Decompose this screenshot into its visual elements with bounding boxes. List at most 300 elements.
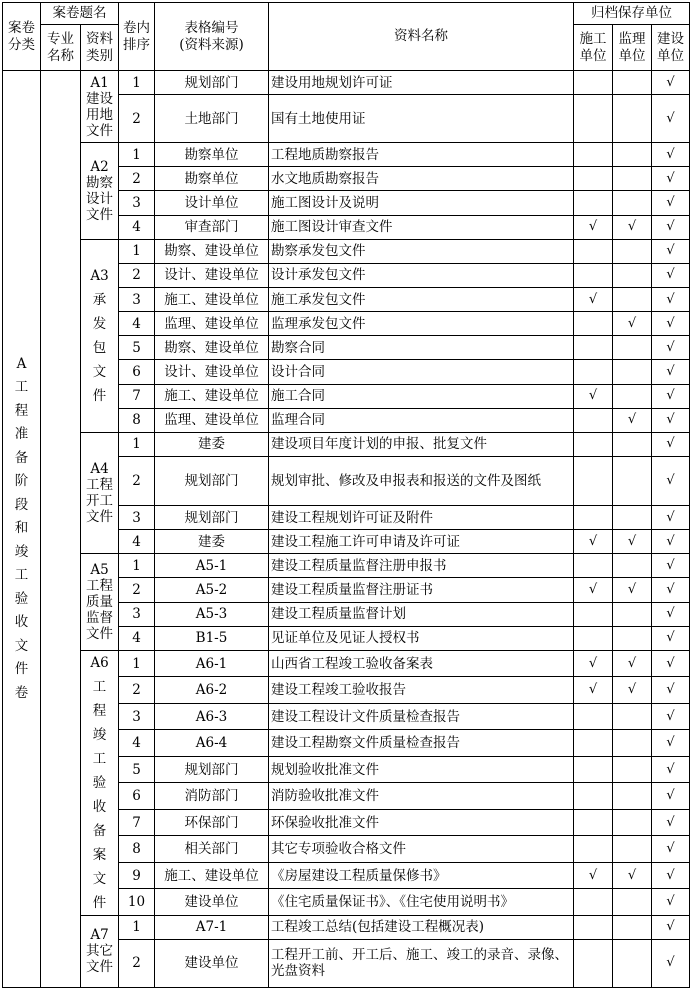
mark-supervision <box>613 167 652 191</box>
mark-supervision <box>613 730 652 757</box>
mark-owner: √ <box>652 703 690 730</box>
mark-construction <box>574 809 613 836</box>
group-label <box>81 432 119 553</box>
group-label-line: 件 <box>92 894 107 911</box>
row-doc-name: 建设工程质量监督注册证书 <box>269 578 574 602</box>
header-order-line: 卷内 <box>123 19 150 36</box>
row-source: 监理、建设单位 <box>155 312 269 336</box>
header-owner-line: 单位 <box>657 47 685 64</box>
mark-construction <box>574 360 613 384</box>
header-category-line: 分类 <box>8 36 35 53</box>
volume-label-char: 工 <box>14 379 29 396</box>
table-row <box>3 432 690 456</box>
header-major-line: 专业 <box>47 30 74 47</box>
row-order: 5 <box>119 756 155 783</box>
row-source: 环保部门 <box>155 809 269 836</box>
mark-construction <box>574 336 613 360</box>
row-order: 4 <box>119 215 155 239</box>
header-form-no-line: 表格编号 <box>184 19 239 36</box>
volume-label-char: A <box>16 355 27 372</box>
row-doc-name: 其它专项验收合格文件 <box>269 836 574 863</box>
row-source: 施工、建设单位 <box>155 287 269 311</box>
row-doc-name: 设计承发包文件 <box>269 263 574 287</box>
group-label-line: A4 <box>90 461 109 478</box>
mark-construction <box>574 783 613 810</box>
mark-construction <box>574 167 613 191</box>
header-construction-line: 施工 <box>579 30 607 47</box>
row-order: 8 <box>119 836 155 863</box>
group-label-line: A3 <box>90 267 109 284</box>
mark-construction: √ <box>574 215 613 239</box>
volume-label-char: 阶 <box>14 473 29 490</box>
mark-owner: √ <box>652 505 690 529</box>
group-label-line: 设计 <box>86 190 113 207</box>
table-row <box>3 554 690 578</box>
header-supervision-line: 监理 <box>618 30 646 47</box>
row-doc-name: 设计合同 <box>269 360 574 384</box>
mark-owner: √ <box>652 677 690 704</box>
mark-supervision <box>613 889 652 916</box>
group-label-line: 监督 <box>86 610 113 627</box>
row-source: 设计单位 <box>155 191 269 215</box>
row-doc-name: 《住宅质量保证书》、《住宅使用说明书》 <box>269 889 574 916</box>
mark-supervision <box>613 836 652 863</box>
row-doc-name: 水文地质勘察报告 <box>269 167 574 191</box>
row-source: 勘察单位 <box>155 143 269 167</box>
mark-construction: √ <box>574 650 613 677</box>
row-doc-name: 勘察承发包文件 <box>269 239 574 263</box>
row-order: 4 <box>119 530 155 554</box>
group-label-line: A2 <box>90 158 109 175</box>
group-label-line: A7 <box>90 927 109 944</box>
row-order: 3 <box>119 602 155 626</box>
row-source: 勘察单位 <box>155 167 269 191</box>
mark-construction: √ <box>574 862 613 889</box>
row-order: 10 <box>119 889 155 916</box>
row-order: 9 <box>119 862 155 889</box>
group-label-line: A6 <box>90 654 109 671</box>
volume-label-char: 工 <box>14 567 29 584</box>
row-source: 规划部门 <box>155 756 269 783</box>
volume-label-char: 件 <box>14 661 29 678</box>
row-doc-name: 建设工程勘察文件质量检查报告 <box>269 730 574 757</box>
row-doc-name: 施工承发包文件 <box>269 287 574 311</box>
volume-label-char: 程 <box>14 402 29 419</box>
header-archive-unit: 归档保存单位 <box>574 3 690 25</box>
row-order: 3 <box>119 703 155 730</box>
mark-supervision <box>613 191 652 215</box>
mark-construction <box>574 730 613 757</box>
mark-owner: √ <box>652 336 690 360</box>
row-order: 7 <box>119 809 155 836</box>
row-source: 消防部门 <box>155 783 269 810</box>
mark-owner: √ <box>652 836 690 863</box>
mark-construction <box>574 239 613 263</box>
row-source: 建委 <box>155 530 269 554</box>
row-source: A5-1 <box>155 554 269 578</box>
row-source: 设计、建设单位 <box>155 360 269 384</box>
header-construction-line: 单位 <box>579 47 607 64</box>
mark-supervision <box>613 703 652 730</box>
row-doc-name: 建设工程质量监督计划 <box>269 602 574 626</box>
row-doc-name: 工程开工前、开工后、施工、竣工的录音、录像、光盘资料 <box>269 939 574 987</box>
mark-owner: √ <box>652 95 690 143</box>
row-source: 土地部门 <box>155 95 269 143</box>
row-doc-name: 建设工程竣工验收报告 <box>269 677 574 704</box>
group-label <box>81 915 119 987</box>
row-doc-name: 建设项目年度计划的申报、批复文件 <box>269 432 574 456</box>
mark-supervision <box>613 756 652 783</box>
row-order: 2 <box>119 677 155 704</box>
table-row <box>3 650 690 677</box>
row-source: 规划部门 <box>155 456 269 505</box>
group-label-line: 文件 <box>86 626 113 643</box>
mark-construction <box>574 915 613 939</box>
row-doc-name: 建设工程设计文件质量检查报告 <box>269 703 574 730</box>
mark-owner: √ <box>652 756 690 783</box>
mark-owner: √ <box>652 167 690 191</box>
row-order: 5 <box>119 336 155 360</box>
row-source: 规划部门 <box>155 71 269 95</box>
mark-supervision <box>613 939 652 987</box>
row-doc-name: 见证单位及见证人授权书 <box>269 626 574 650</box>
group-label-line: 文件 <box>86 206 113 223</box>
mark-owner: √ <box>652 71 690 95</box>
row-order: 1 <box>119 915 155 939</box>
group-label-line: 备 <box>92 822 107 839</box>
header-form-no <box>155 3 269 71</box>
mark-supervision <box>613 71 652 95</box>
mark-supervision <box>613 263 652 287</box>
volume-label-char: 和 <box>14 520 29 537</box>
mark-owner: √ <box>652 408 690 432</box>
row-order: 4 <box>119 312 155 336</box>
row-doc-name: 规划审批、修改及申报表和报送的文件及图纸 <box>269 456 574 505</box>
mark-owner: √ <box>652 939 690 987</box>
mark-owner: √ <box>652 215 690 239</box>
group-label-line: A5 <box>90 562 109 579</box>
mark-supervision: √ <box>613 530 652 554</box>
row-source: 勘察、建设单位 <box>155 336 269 360</box>
group-label <box>81 71 119 143</box>
mark-owner: √ <box>652 360 690 384</box>
row-source: A5-2 <box>155 578 269 602</box>
header-supervision <box>613 25 652 71</box>
group-label-line: 建设 <box>86 90 113 107</box>
mark-construction <box>574 191 613 215</box>
mark-supervision: √ <box>613 677 652 704</box>
volume-label-char: 卷 <box>14 684 29 701</box>
group-label-line: 发 <box>92 315 107 332</box>
mark-supervision: √ <box>613 408 652 432</box>
mark-construction <box>574 889 613 916</box>
row-source: 施工、建设单位 <box>155 384 269 408</box>
mark-supervision <box>613 602 652 626</box>
volume-label-char: 收 <box>14 614 29 631</box>
volume-label-char: 备 <box>14 449 29 466</box>
header-category-line: 案卷 <box>8 19 35 36</box>
header-form-no-line: (资料来源) <box>179 36 244 53</box>
volume-label <box>3 71 41 988</box>
mark-supervision <box>613 505 652 529</box>
volume-label-char: 竣 <box>14 543 29 560</box>
row-order: 1 <box>119 554 155 578</box>
mark-owner: √ <box>652 626 690 650</box>
mark-owner: √ <box>652 915 690 939</box>
archive-table <box>2 2 690 988</box>
mark-supervision: √ <box>613 862 652 889</box>
row-doc-name: 监理合同 <box>269 408 574 432</box>
header-doc-name: 资料名称 <box>269 3 574 71</box>
row-source: A5-3 <box>155 602 269 626</box>
table-row <box>3 915 690 939</box>
row-order: 1 <box>119 432 155 456</box>
mark-owner: √ <box>652 602 690 626</box>
group-label-line: 质量 <box>86 594 113 611</box>
mark-owner: √ <box>652 384 690 408</box>
group-label <box>81 554 119 651</box>
mark-owner: √ <box>652 191 690 215</box>
mark-construction <box>574 71 613 95</box>
row-source: A6-2 <box>155 677 269 704</box>
mark-construction <box>574 312 613 336</box>
header-major <box>41 25 81 71</box>
mark-construction: √ <box>574 677 613 704</box>
mark-supervision <box>613 626 652 650</box>
row-doc-name: 施工图设计及说明 <box>269 191 574 215</box>
row-doc-name: 建设工程质量监督注册申报书 <box>269 554 574 578</box>
row-order: 8 <box>119 408 155 432</box>
row-order: 4 <box>119 626 155 650</box>
mark-supervision: √ <box>613 578 652 602</box>
header-row-1 <box>3 3 690 25</box>
volume-label-char: 段 <box>14 496 29 513</box>
group-label-line: 其它 <box>86 943 113 960</box>
row-order: 1 <box>119 650 155 677</box>
row-source: A6-1 <box>155 650 269 677</box>
group-label-line: A1 <box>90 74 109 91</box>
row-order: 2 <box>119 263 155 287</box>
row-doc-name: 工程地质勘察报告 <box>269 143 574 167</box>
mark-construction <box>574 836 613 863</box>
mark-construction <box>574 602 613 626</box>
group-label-line: 竣 <box>92 726 107 743</box>
group-label-line: 文 <box>92 870 107 887</box>
table-row <box>3 143 690 167</box>
mark-supervision <box>613 915 652 939</box>
row-order: 7 <box>119 384 155 408</box>
row-doc-name: 消防验收批准文件 <box>269 783 574 810</box>
header-major-line: 名称 <box>47 47 74 64</box>
mark-supervision <box>613 239 652 263</box>
mark-supervision <box>613 456 652 505</box>
mark-construction <box>574 505 613 529</box>
row-order: 2 <box>119 939 155 987</box>
row-source: 审查部门 <box>155 215 269 239</box>
row-source: B1-5 <box>155 626 269 650</box>
mark-supervision: √ <box>613 215 652 239</box>
mark-supervision <box>613 809 652 836</box>
group-label-line: 用地 <box>86 106 113 123</box>
mark-owner: √ <box>652 730 690 757</box>
table-body <box>3 3 690 988</box>
header-construction <box>574 25 613 71</box>
mark-construction <box>574 408 613 432</box>
row-doc-name: 施工合同 <box>269 384 574 408</box>
group-label-line: 文件 <box>86 509 113 526</box>
group-label-line: 文件 <box>86 959 113 976</box>
header-supervision-line: 单位 <box>618 47 646 64</box>
row-source: 建设单位 <box>155 889 269 916</box>
group-label-line: 工 <box>92 678 107 695</box>
mark-owner: √ <box>652 143 690 167</box>
row-doc-name: 勘察合同 <box>269 336 574 360</box>
header-order <box>119 3 155 71</box>
row-doc-name: 建设用地规划许可证 <box>269 71 574 95</box>
row-order: 3 <box>119 505 155 529</box>
group-label-line: 承 <box>92 291 107 308</box>
mark-owner: √ <box>652 889 690 916</box>
mark-supervision <box>613 783 652 810</box>
row-source: A6-3 <box>155 703 269 730</box>
row-source: A7-1 <box>155 915 269 939</box>
mark-construction: √ <box>574 530 613 554</box>
group-label-line: 件 <box>92 387 107 404</box>
row-source: 监理、建设单位 <box>155 408 269 432</box>
mark-owner: √ <box>652 263 690 287</box>
header-category <box>3 3 41 71</box>
mark-construction <box>574 626 613 650</box>
row-order: 2 <box>119 95 155 143</box>
mark-supervision <box>613 336 652 360</box>
mark-construction <box>574 756 613 783</box>
mark-owner: √ <box>652 554 690 578</box>
mark-supervision: √ <box>613 312 652 336</box>
row-source: 相关部门 <box>155 836 269 863</box>
mark-owner: √ <box>652 432 690 456</box>
major-cell <box>41 71 81 988</box>
row-order: 6 <box>119 783 155 810</box>
group-label-line: 勘察 <box>86 174 113 191</box>
mark-construction <box>574 432 613 456</box>
mark-owner: √ <box>652 287 690 311</box>
row-order: 2 <box>119 578 155 602</box>
mark-owner: √ <box>652 312 690 336</box>
group-label-line: 开工 <box>86 493 113 510</box>
row-order: 1 <box>119 71 155 95</box>
group-label <box>81 650 119 915</box>
row-doc-name: 建设工程施工许可申请及许可证 <box>269 530 574 554</box>
mark-construction <box>574 554 613 578</box>
header-order-line: 排序 <box>123 36 150 53</box>
group-label-line: 包 <box>92 339 107 356</box>
mark-owner: √ <box>652 530 690 554</box>
row-order: 3 <box>119 191 155 215</box>
row-source: 建委 <box>155 432 269 456</box>
row-doc-name: 国有土地使用证 <box>269 95 574 143</box>
group-label <box>81 143 119 240</box>
mark-construction <box>574 95 613 143</box>
row-order: 1 <box>119 143 155 167</box>
group-label-line: 程 <box>92 702 107 719</box>
group-label-line: 验 <box>92 774 107 791</box>
mark-construction <box>574 703 613 730</box>
group-label-line: 工程 <box>86 578 113 595</box>
group-label-line: 工程 <box>86 477 113 494</box>
volume-label-char: 文 <box>14 637 29 654</box>
mark-supervision <box>613 287 652 311</box>
table-row <box>3 71 690 95</box>
row-doc-name: 工程竣工总结(包括建设工程概况表) <box>269 915 574 939</box>
group-label-line: 文件 <box>86 122 113 139</box>
table-row <box>3 239 690 263</box>
group-label-line: 收 <box>92 798 107 815</box>
row-doc-name: 环保验收批准文件 <box>269 809 574 836</box>
mark-owner: √ <box>652 456 690 505</box>
header-owner-line: 建设 <box>657 30 685 47</box>
header-data-type-line: 资料 <box>86 30 113 47</box>
row-order: 2 <box>119 456 155 505</box>
row-order: 2 <box>119 167 155 191</box>
row-doc-name: 规划验收批准文件 <box>269 756 574 783</box>
mark-construction <box>574 939 613 987</box>
mark-construction: √ <box>574 578 613 602</box>
mark-construction: √ <box>574 384 613 408</box>
mark-supervision <box>613 143 652 167</box>
volume-label-char: 验 <box>14 590 29 607</box>
group-label-line: 工 <box>92 750 107 767</box>
mark-owner: √ <box>652 578 690 602</box>
mark-supervision <box>613 360 652 384</box>
mark-supervision <box>613 554 652 578</box>
mark-construction: √ <box>574 287 613 311</box>
mark-owner: √ <box>652 650 690 677</box>
row-order: 1 <box>119 239 155 263</box>
mark-construction <box>574 263 613 287</box>
mark-supervision <box>613 95 652 143</box>
header-owner <box>652 25 690 71</box>
row-doc-name: 山西省工程竣工验收备案表 <box>269 650 574 677</box>
row-doc-name: 施工图设计审查文件 <box>269 215 574 239</box>
mark-supervision <box>613 432 652 456</box>
group-label-line: 案 <box>92 846 107 863</box>
row-source: 施工、建设单位 <box>155 862 269 889</box>
mark-owner: √ <box>652 783 690 810</box>
row-source: 设计、建设单位 <box>155 263 269 287</box>
mark-supervision <box>613 384 652 408</box>
mark-owner: √ <box>652 239 690 263</box>
row-order: 4 <box>119 730 155 757</box>
mark-supervision: √ <box>613 650 652 677</box>
header-file-title: 案卷题名 <box>41 3 119 25</box>
row-doc-name: 《房屋建设工程质量保修书》 <box>269 862 574 889</box>
row-doc-name: 建设工程规划许可证及附件 <box>269 505 574 529</box>
group-label-line: 文 <box>92 363 107 380</box>
row-source: A6-4 <box>155 730 269 757</box>
row-doc-name: 监理承发包文件 <box>269 312 574 336</box>
row-source: 建设单位 <box>155 939 269 987</box>
mark-owner: √ <box>652 862 690 889</box>
mark-construction <box>574 456 613 505</box>
header-data-type <box>81 25 119 71</box>
volume-label-char: 准 <box>14 426 29 443</box>
row-source: 勘察、建设单位 <box>155 239 269 263</box>
group-label <box>81 239 119 432</box>
row-source: 规划部门 <box>155 505 269 529</box>
mark-owner: √ <box>652 809 690 836</box>
mark-construction <box>574 143 613 167</box>
header-data-type-line: 类别 <box>86 47 113 64</box>
